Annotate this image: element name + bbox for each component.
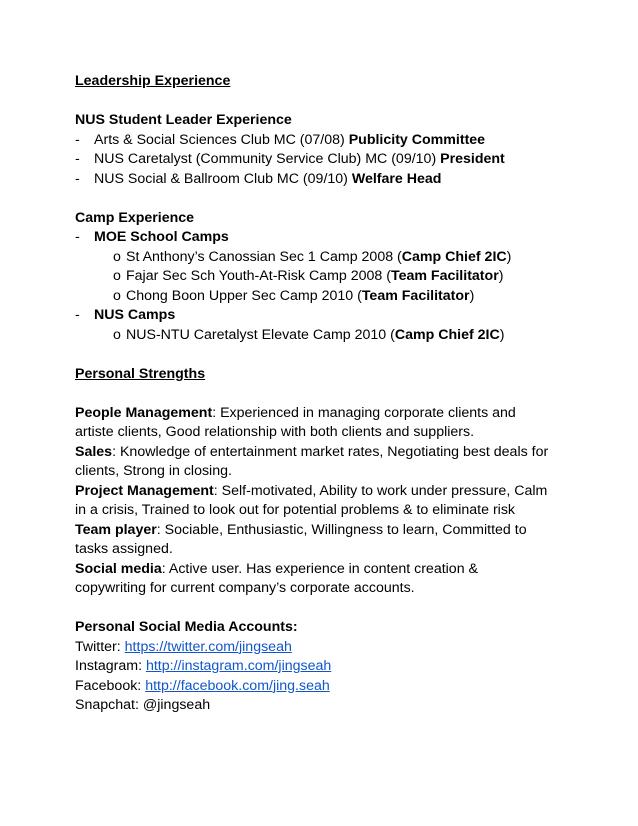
- item-role: Camp Chief 2IC: [394, 326, 500, 343]
- strength-team-cont: tasks assigned.: [75, 541, 173, 557]
- strength-label: Team player: [75, 521, 157, 538]
- camp-title: Camp Experience: [75, 209, 195, 226]
- snapchat-handle: @jingseah: [142, 697, 211, 713]
- twitter-link[interactable]: https://twitter.com/jingseah: [124, 638, 292, 655]
- list-item: [75, 131, 575, 151]
- item-text: St Anthony’s Canossian Sec 1 Camp 2008 (: [126, 248, 402, 265]
- strength-project: [75, 482, 575, 502]
- strength-people: [75, 404, 575, 424]
- facebook-row: [75, 677, 575, 697]
- resume-page: [75, 72, 575, 716]
- item-role: Welfare Head: [351, 170, 442, 187]
- instagram-row: [75, 657, 575, 677]
- circle-bullet-icon: o: [113, 268, 121, 284]
- item-text: NUS-NTU Caretalyst Elevate Camp 2010 (: [126, 326, 395, 343]
- dash-marker: -: [75, 170, 80, 187]
- item-close: ): [469, 287, 475, 304]
- strength-label: Social media: [75, 560, 162, 577]
- item-role: Team Facilitator: [390, 268, 499, 284]
- dash-marker: -: [75, 131, 80, 148]
- strength-sales-cont: clients, Strong in closing.: [75, 463, 232, 479]
- nus-leader-title: NUS Student Leader Experience: [75, 112, 292, 128]
- snapchat-label: Snapchat:: [75, 697, 143, 713]
- strengths-heading: Personal Strengths: [75, 365, 206, 382]
- strength-label: Project Management: [75, 482, 214, 499]
- dash-marker: -: [75, 307, 80, 323]
- strength-text: : Knowledge of entertainment market rates, Negotiating best deals for: [112, 443, 549, 460]
- list-item: [75, 170, 575, 190]
- facebook-link[interactable]: http://facebook.com/jing.seah: [145, 677, 330, 694]
- dash-marker: -: [75, 151, 80, 167]
- facebook-label: Facebook:: [75, 677, 146, 694]
- item-close: ): [499, 326, 505, 343]
- item-close: ): [506, 248, 512, 265]
- circle-bullet-icon: o: [113, 287, 121, 304]
- strength-social: [75, 560, 575, 580]
- snapchat-row: [75, 696, 575, 716]
- strength-text: : Experienced in managing corporate clients and: [212, 404, 516, 421]
- item-text: NUS Social & Ballroom Club MC (09/10): [94, 170, 352, 187]
- strength-people-cont: artiste clients, Good relationship with both clients and suppliers.: [75, 424, 475, 440]
- nus-camps-label: [75, 306, 575, 326]
- strength-project-cont: in a crisis, Trained to look out for potential problems & to eliminate risk: [75, 502, 516, 518]
- item-text: Arts & Social Sciences Club MC (07/08): [94, 131, 349, 148]
- item-role: Camp Chief 2IC: [401, 248, 507, 265]
- moe-camps-text: MOE School Camps: [94, 229, 229, 245]
- strength-sales: [75, 443, 575, 463]
- strength-label: Sales: [75, 443, 113, 460]
- strength-label: People Management: [75, 404, 213, 421]
- item-text: Fajar Sec Sch Youth-At-Risk Camp 2008 (: [126, 268, 391, 284]
- instagram-label: Instagram:: [75, 658, 146, 674]
- leadership-heading: Leadership Experience: [75, 73, 231, 89]
- list-item: [75, 287, 575, 307]
- item-role: Team Facilitator: [361, 287, 470, 304]
- social-heading: Personal Social Media Accounts:: [75, 619, 298, 635]
- nus-camps-text: NUS Camps: [94, 307, 176, 323]
- list-item: [75, 267, 575, 287]
- item-text: NUS Caretalyst (Community Service Club) MC (09/10): [94, 151, 441, 167]
- list-item: [75, 150, 575, 170]
- strength-text: : Sociable, Enthusiastic, Willingness to learn, Committed to: [156, 521, 527, 538]
- item-role: President: [440, 151, 505, 167]
- twitter-row: [75, 638, 575, 658]
- strength-text: : Self-motivated, Ability to work under pressure, Calm: [213, 482, 548, 499]
- item-close: ): [498, 268, 504, 284]
- strength-social-cont: copywriting for current company’s corporate accounts.: [75, 580, 415, 596]
- strength-text: : Active user. Has experience in content creation &: [161, 560, 478, 577]
- item-text: Chong Boon Upper Sec Camp 2010 (: [126, 287, 362, 304]
- item-role: Publicity Committee: [348, 131, 486, 148]
- twitter-label: Twitter:: [75, 638, 125, 655]
- moe-camps-label: [75, 228, 575, 248]
- instagram-link[interactable]: http://instagram.com/jingseah: [145, 658, 332, 674]
- list-item: [75, 326, 575, 346]
- circle-bullet-icon: o: [113, 248, 121, 265]
- list-item: [75, 248, 575, 268]
- dash-marker: -: [75, 229, 80, 245]
- strength-team: [75, 521, 575, 541]
- circle-bullet-icon: o: [113, 326, 121, 343]
